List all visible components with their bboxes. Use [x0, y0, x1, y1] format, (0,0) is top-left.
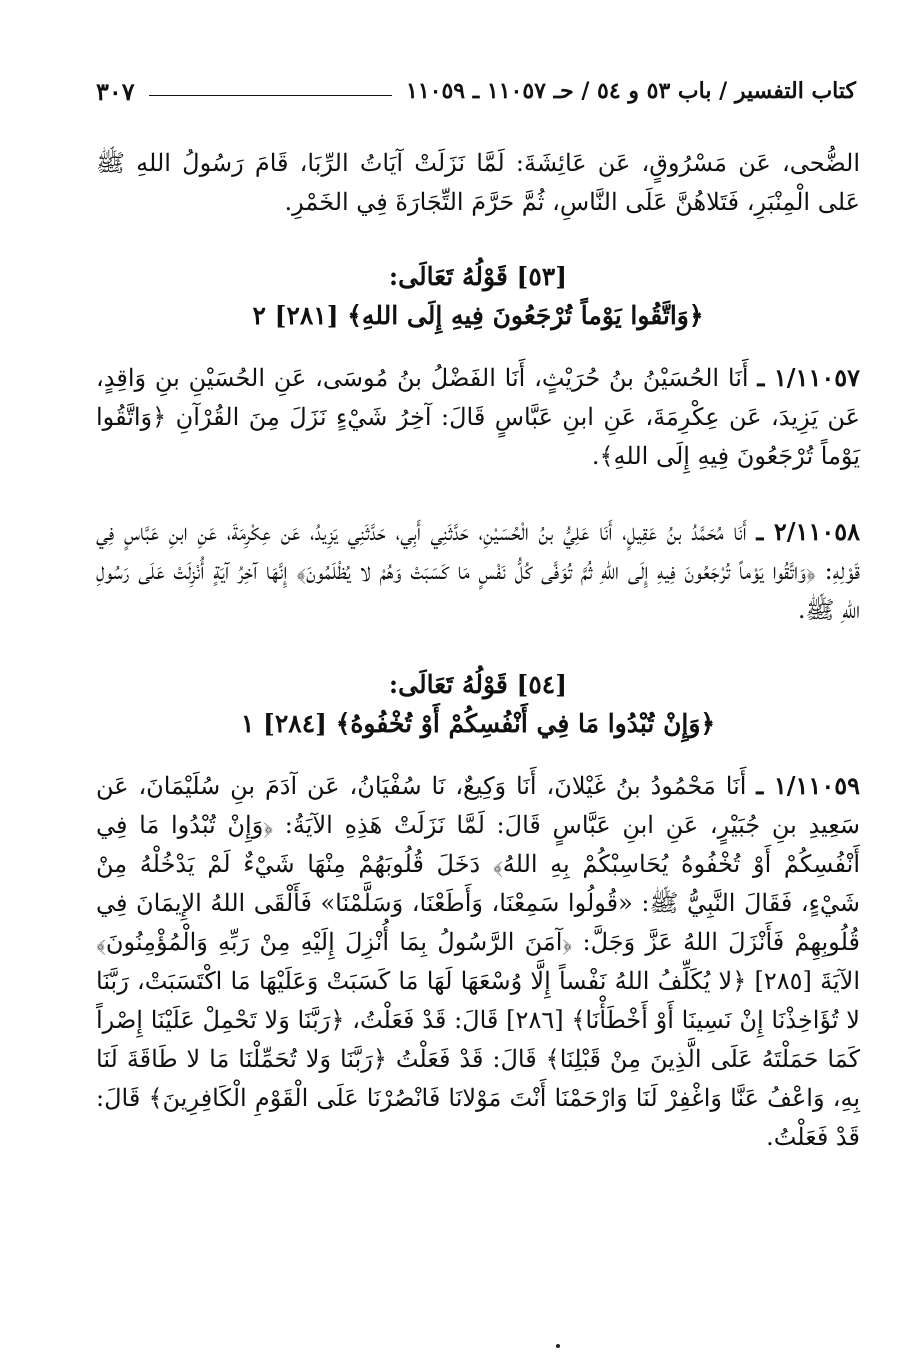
- hadith-text: أَنَا مَحْمُودُ بنُ غَيْلانَ، أَنَا وَكِيعٌ، نَا سُفْيَانُ، عَن آدَمَ بنِ سُلَيْمَانَ، عَن سَعِيدِ بنِ جُبَيْرٍ، عَنِ ابنِ عَبَّاسٍ قَالَ: لَمَّا نَزَلَتْ هَذِهِ الآيَةُ: ﴿وَإِنْ تُبْدُوا مَا فِي أَنْفُسِكُمْ أَوْ تُخْفُوهُ يُحَاسِبْكُمْ بِهِ اللهُ﴾ دَخَلَ قُلُوبَهُمْ مِنْهَا شَيْءٌ لَمْ يَدْخُلْهُ مِنْ شَيْءٍ، فَقَالَ النَّبِيُّ ﷺ: «قُولُوا سَمِعْنَا، وَأَطَعْنَا، وَسَلَّمْنَا» فَأَلْقَى اللهُ الإِيمَانَ فِي قُلُوبِهِمْ فَأَنْزَلَ اللهُ عَزَّ وَجَلَّ: ﴿آمَنَ الرَّسُولُ بِمَا أُنْزِلَ إِلَيْهِ مِنْ رَبِّهِ وَالْمُؤْمِنُونَ﴾ الآيَةَ [٢٨٥] ﴿لا يُكَلِّفُ اللهُ نَفْساً إِلَّا وُسْعَهَا لَهَا مَا كَسَبَتْ وَعَلَيْهَا مَا اكْتَسَبَتْ، رَبَّنَا لا تُؤَاخِذْنَا إِنْ نَسِينَا أَوْ أَخْطَأْنَا﴾ [٢٨٦] قَالَ: قَدْ فَعَلْتُ، ﴿رَبَّنَا وَلا تَحْمِلْ عَلَيْنَا إِصْراً كَمَا حَمَلْتَهُ عَلَى الَّذِينَ مِنْ قَبْلِنَا﴾ قَالَ: قَدْ فَعَلْتُ ﴿رَبَّنَا وَلا تُحَمِّلْنَا مَا لا طَاقَةَ لَنَا بِهِ، وَاعْفُ عَنَّا وَاغْفِرْ لَنَا وَارْحَمْنَا أَنْتَ مَوْلانَا فَانْصُرْنَا عَلَى الْقَوْمِ الْكَافِرِينَ﴾ قَالَ: قَدْ فَعَلْتُ.: [96, 772, 861, 1151]
- running-header-title: كتاب التفسير / باب ٥٣ و ٥٤ / حـ ١١٠٥٧ ـ ١١٠٥٩: [406, 78, 856, 104]
- section-54-verse: ﴿وَإِنْ تُبْدُوا مَا فِي أَنْفُسِكُمْ أَوْ تُخْفُوهُ﴾ [٢٨٤] ١: [240, 709, 716, 738]
- section-53-verse: ﴿وَاتَّقُوا يَوْماً تُرْجَعُونَ فِيهِ إِلَى اللهِ﴾ [٢٨١] ٢: [252, 301, 704, 330]
- hadith-text: أَنَا الحُسَيْنُ بنُ حُرَيْثٍ، أَنَا الفَضْلُ بنُ مُوسَى، عَنِ الحُسَيْنِ بنِ وَاقِدٍ، عَن يَزِيدَ، عَن عِكْرِمَةَ، عَنِ ابنِ عَبَّاسٍ قَالَ: آخِرُ شَيْءٍ نَزَلَ مِنَ القُرْآنِ ﴿وَاتَّقُوا يَوْماً تُرْجَعُونَ فِيهِ إِلَى اللهِ﴾.: [96, 364, 860, 470]
- hadith-number: ٢/١١٠٥٨ ـ: [756, 517, 860, 546]
- hadith-number: ١/١١٠٥٩ ـ: [756, 771, 860, 800]
- intro-paragraph: الضُّحى، عَن مَسْرُوقٍ، عَن عَائِشَةَ: لَمَّا نَزَلَتْ آيَاتُ الرِّبَا، قَامَ رَسُولُ اللهِ ﷺ عَلى الْمِنْبَرِ، فَتَلاهُنَّ عَلَى النَّاسِ، ثُمَّ حَرَّمَ التِّجَارَةَ فِي الخَمْرِ.: [96, 149, 860, 216]
- running-header: [96, 74, 856, 108]
- page-number: ٣٠٧: [96, 76, 135, 106]
- hadith-number: ١/١١٠٥٧ ـ: [757, 363, 860, 392]
- hadith-11058: [96, 512, 860, 630]
- hadith-11057: [96, 358, 860, 476]
- section-54-heading: [٥٤] قَوْلُهُ تَعَالَى:: [388, 670, 568, 699]
- section-53-heading: [٥٣] قَوْلُهُ تَعَالَى:: [388, 262, 568, 291]
- hadith-text: أَنَا مُحَمَّدُ بنُ عَقِيلٍ، أَنَا عَلِيُّ بنُ الْحُسَيْنِ، حَدَّثَنِي أَبِي، حَدَّثَنِي يَزِيدُ، عَن عِكْرِمَةَ، عَنِ ابنِ عَبَّاسٍ فِي قَوْلِهِ: ﴿وَاتَّقُوا يَوْماً تُرْجَعُونَ فِيهِ إِلَى اللهِ ثُمَّ تُوَفَّى كُلُّ نَفْسٍ مَا كَسَبَتْ وَهُمْ لا يُظْلَمُونَ﴾ إِنَّهَا آخِرُ آيَةٍ أُنْزِلَتْ عَلَى رَسُولِ اللهِ ﷺ.: [96, 518, 860, 624]
- page-body: [96, 144, 860, 1157]
- hadith-11059: [96, 766, 860, 1157]
- page-mark: [556, 1344, 560, 1348]
- header-rule: [149, 95, 392, 96]
